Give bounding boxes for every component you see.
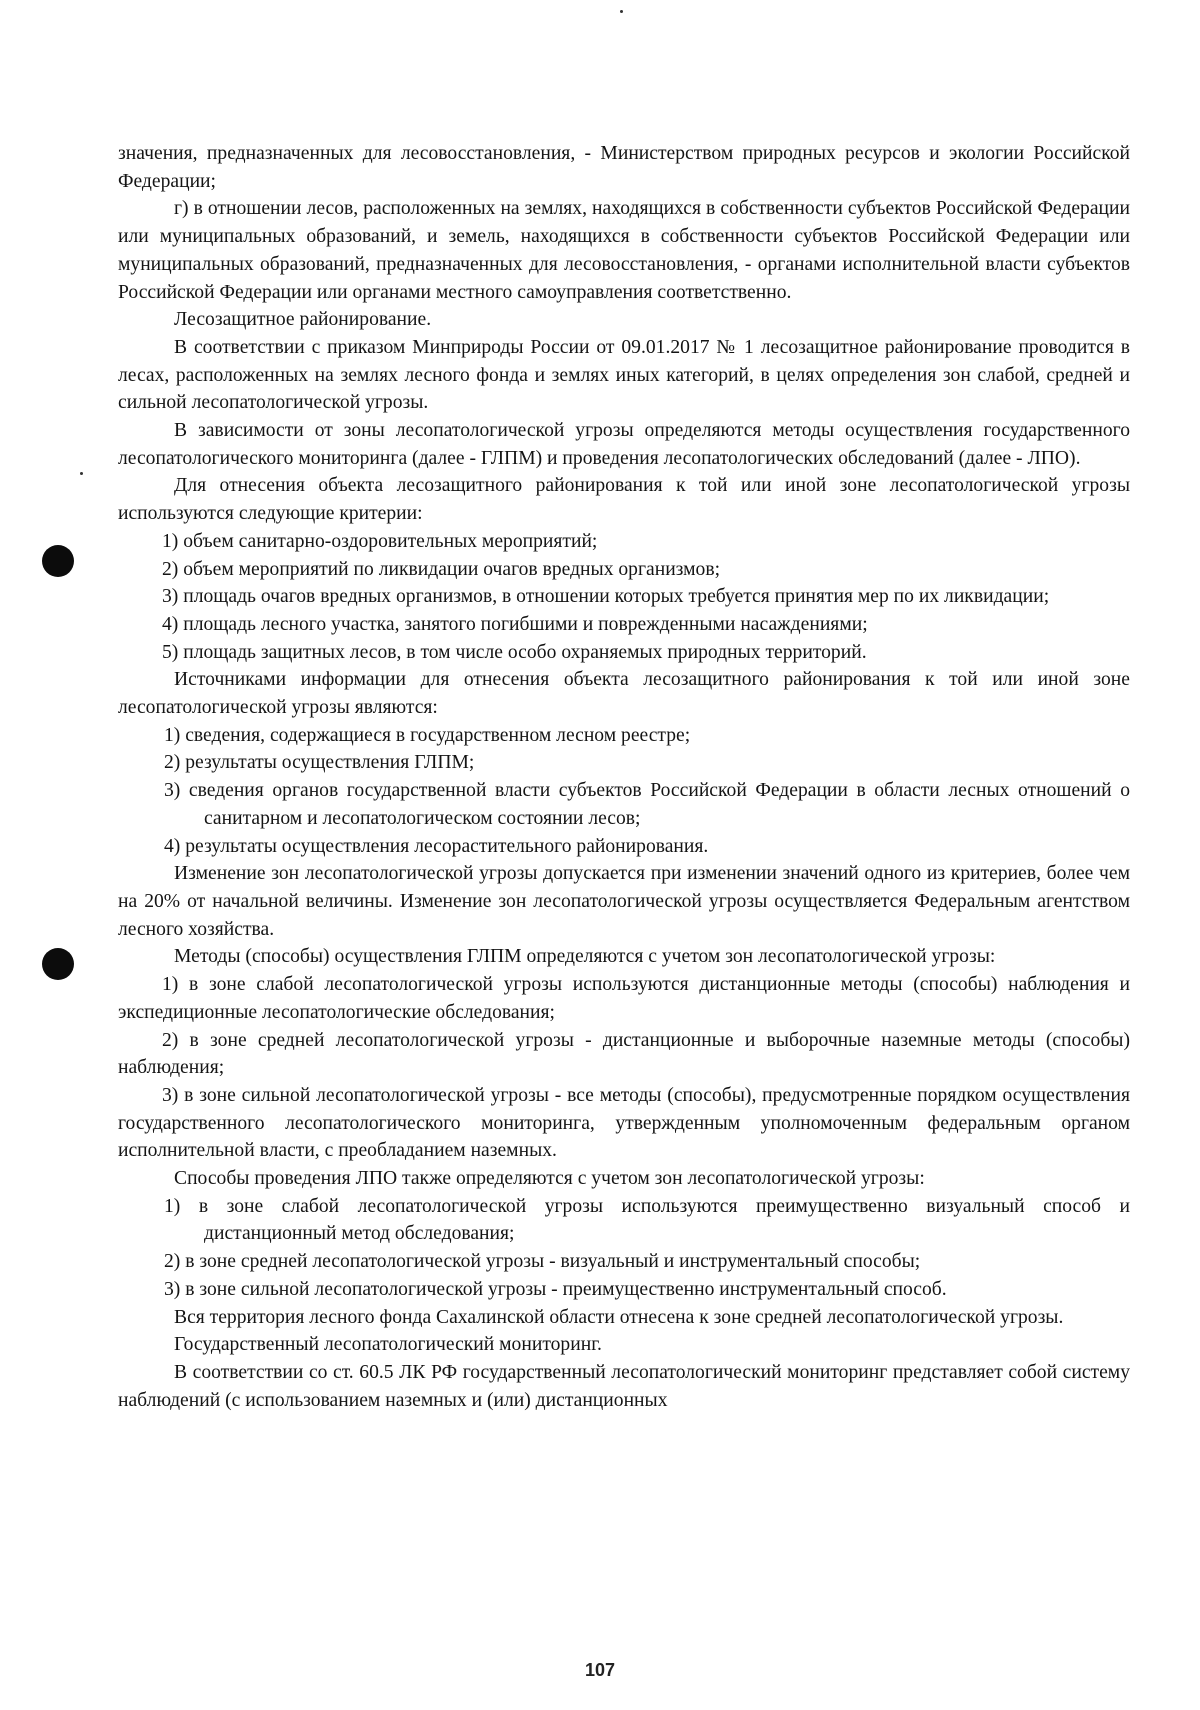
paragraph: В зависимости от зоны лесопатологической угрозы определяются методы осуществления государственного лесопатологического мониторинга (далее - ГЛПМ) и проведения лесопатологических обследований (далее - ЛПО). <box>118 420 1130 469</box>
paragraph: В соответствии с приказом Минприроды России от 09.01.2017 № 1 лесозащитное районирование проводится в лесах, расположенных на землях лесного фонда и землях иных категорий, в целях определения зон слабой, средней и сильной лесопатологической угрозы. <box>118 336 1130 414</box>
paragraph: Способы проведения ЛПО также определяются с учетом зон лесопатологической угрозы: <box>174 1168 925 1190</box>
list-item: 2) объем мероприятий по ликвидации очагов вредных организмов; <box>162 558 721 580</box>
paragraph: В соответствии со ст. 60.5 ЛК РФ государственный лесопатологический мониторинг представляет собой систему наблюдений (с использованием наземных и (или) дистанционных <box>118 1361 1130 1411</box>
body-text <box>118 140 1130 1414</box>
page-number: 107 <box>584 1660 616 1680</box>
list-item: 4) результаты осуществления лесорастительного районирования. <box>164 835 709 857</box>
punch-hole-top <box>42 545 74 577</box>
scan-speck <box>80 472 83 475</box>
scan-speck <box>620 10 623 13</box>
list-item: 3) в зоне сильной лесопатологической угрозы - все методы (способы), предусмотренные порядком осуществления государственного лесопатологического мониторинга, утвержденным уполномоченным федеральным органом исполнительной власти, с преобладанием наземных. <box>118 1084 1130 1162</box>
section-heading: Государственный лесопатологический мониторинг. <box>174 1334 602 1356</box>
list-item: 1) объем санитарно-оздоровительных мероприятий; <box>162 530 598 552</box>
paragraph: Методы (способы) осуществления ГЛПМ определяются с учетом зон лесопатологической угрозы: <box>174 946 996 968</box>
list-item: 2) в зоне средней лесопатологической угрозы - дистанционные и выборочные наземные методы (способы) наблюдения; <box>118 1029 1130 1079</box>
paragraph: значения, предназначенных для лесовосстановления, - Министерством природных ресурсов и экологии Российской Федерации; <box>118 143 1130 192</box>
section-heading: Лесозащитное районирование. <box>174 309 432 331</box>
list-item: 4) площадь лесного участка, занятого погибшими и поврежденными насаждениями; <box>162 613 868 635</box>
punch-hole-bottom <box>42 948 74 980</box>
list-item: 2) в зоне средней лесопатологической угрозы - визуальный и инструментальный способы; <box>164 1251 921 1273</box>
paragraph: г) в отношении лесов, расположенных на землях, находящихся в собственности субъектов Российской Федерации или муниципальных образований, и земель, находящихся в собственности субъектов Российской Федерации или муниципальных образований, предназначенных для лесовосстановления, - органами исполнительной власти субъектов Российской Федерации или органами местного самоуправления соответственно. <box>118 198 1130 303</box>
list-item: 3) сведения органов государственной власти субъектов Российской Федерации в области лесных отношений о санитарном и лесопатологическом состоянии лесов; <box>164 780 1130 829</box>
list-item: 3) площадь очагов вредных организмов, в отношении которых требуется принятия мер по их ликвидации; <box>162 586 1050 608</box>
list-item: 1) в зоне слабой лесопатологической угрозы используются дистанционные методы (способы) наблюдения и экспедиционные лесопатологические обследования; <box>118 974 1130 1023</box>
list-item: 1) в зоне слабой лесопатологической угрозы используются преимущественно визуальный способ и дистанционный метод обследования; <box>164 1195 1130 1245</box>
paragraph: Для отнесения объекта лесозащитного районирования к той или иной зоне лесопатологической угрозы используются следующие критерии: <box>118 475 1130 525</box>
list-item: 1) сведения, содержащиеся в государственном лесном реестре; <box>164 724 691 746</box>
paragraph: Вся территория лесного фонда Сахалинской области отнесена к зоне средней лесопатологической угрозы. <box>174 1306 1064 1328</box>
paragraph: Источниками информации для отнесения объекта лесозащитного районирования к той или иной зоне лесопатологической угрозы являются: <box>118 669 1130 719</box>
paragraph: Изменение зон лесопатологической угрозы допускается при изменении значений одного из критериев, более чем на 20% от начальной величины. Изменение зон лесопатологической угрозы осуществляется Федеральным агентством лесного хозяйства. <box>118 863 1130 940</box>
list-item: 2) результаты осуществления ГЛПМ; <box>164 752 475 774</box>
list-item: 3) в зоне сильной лесопатологической угрозы - преимущественно инструментальный способ. <box>164 1278 947 1300</box>
list-item: 5) площадь защитных лесов, в том числе особо охраняемых природных территорий. <box>162 641 867 663</box>
